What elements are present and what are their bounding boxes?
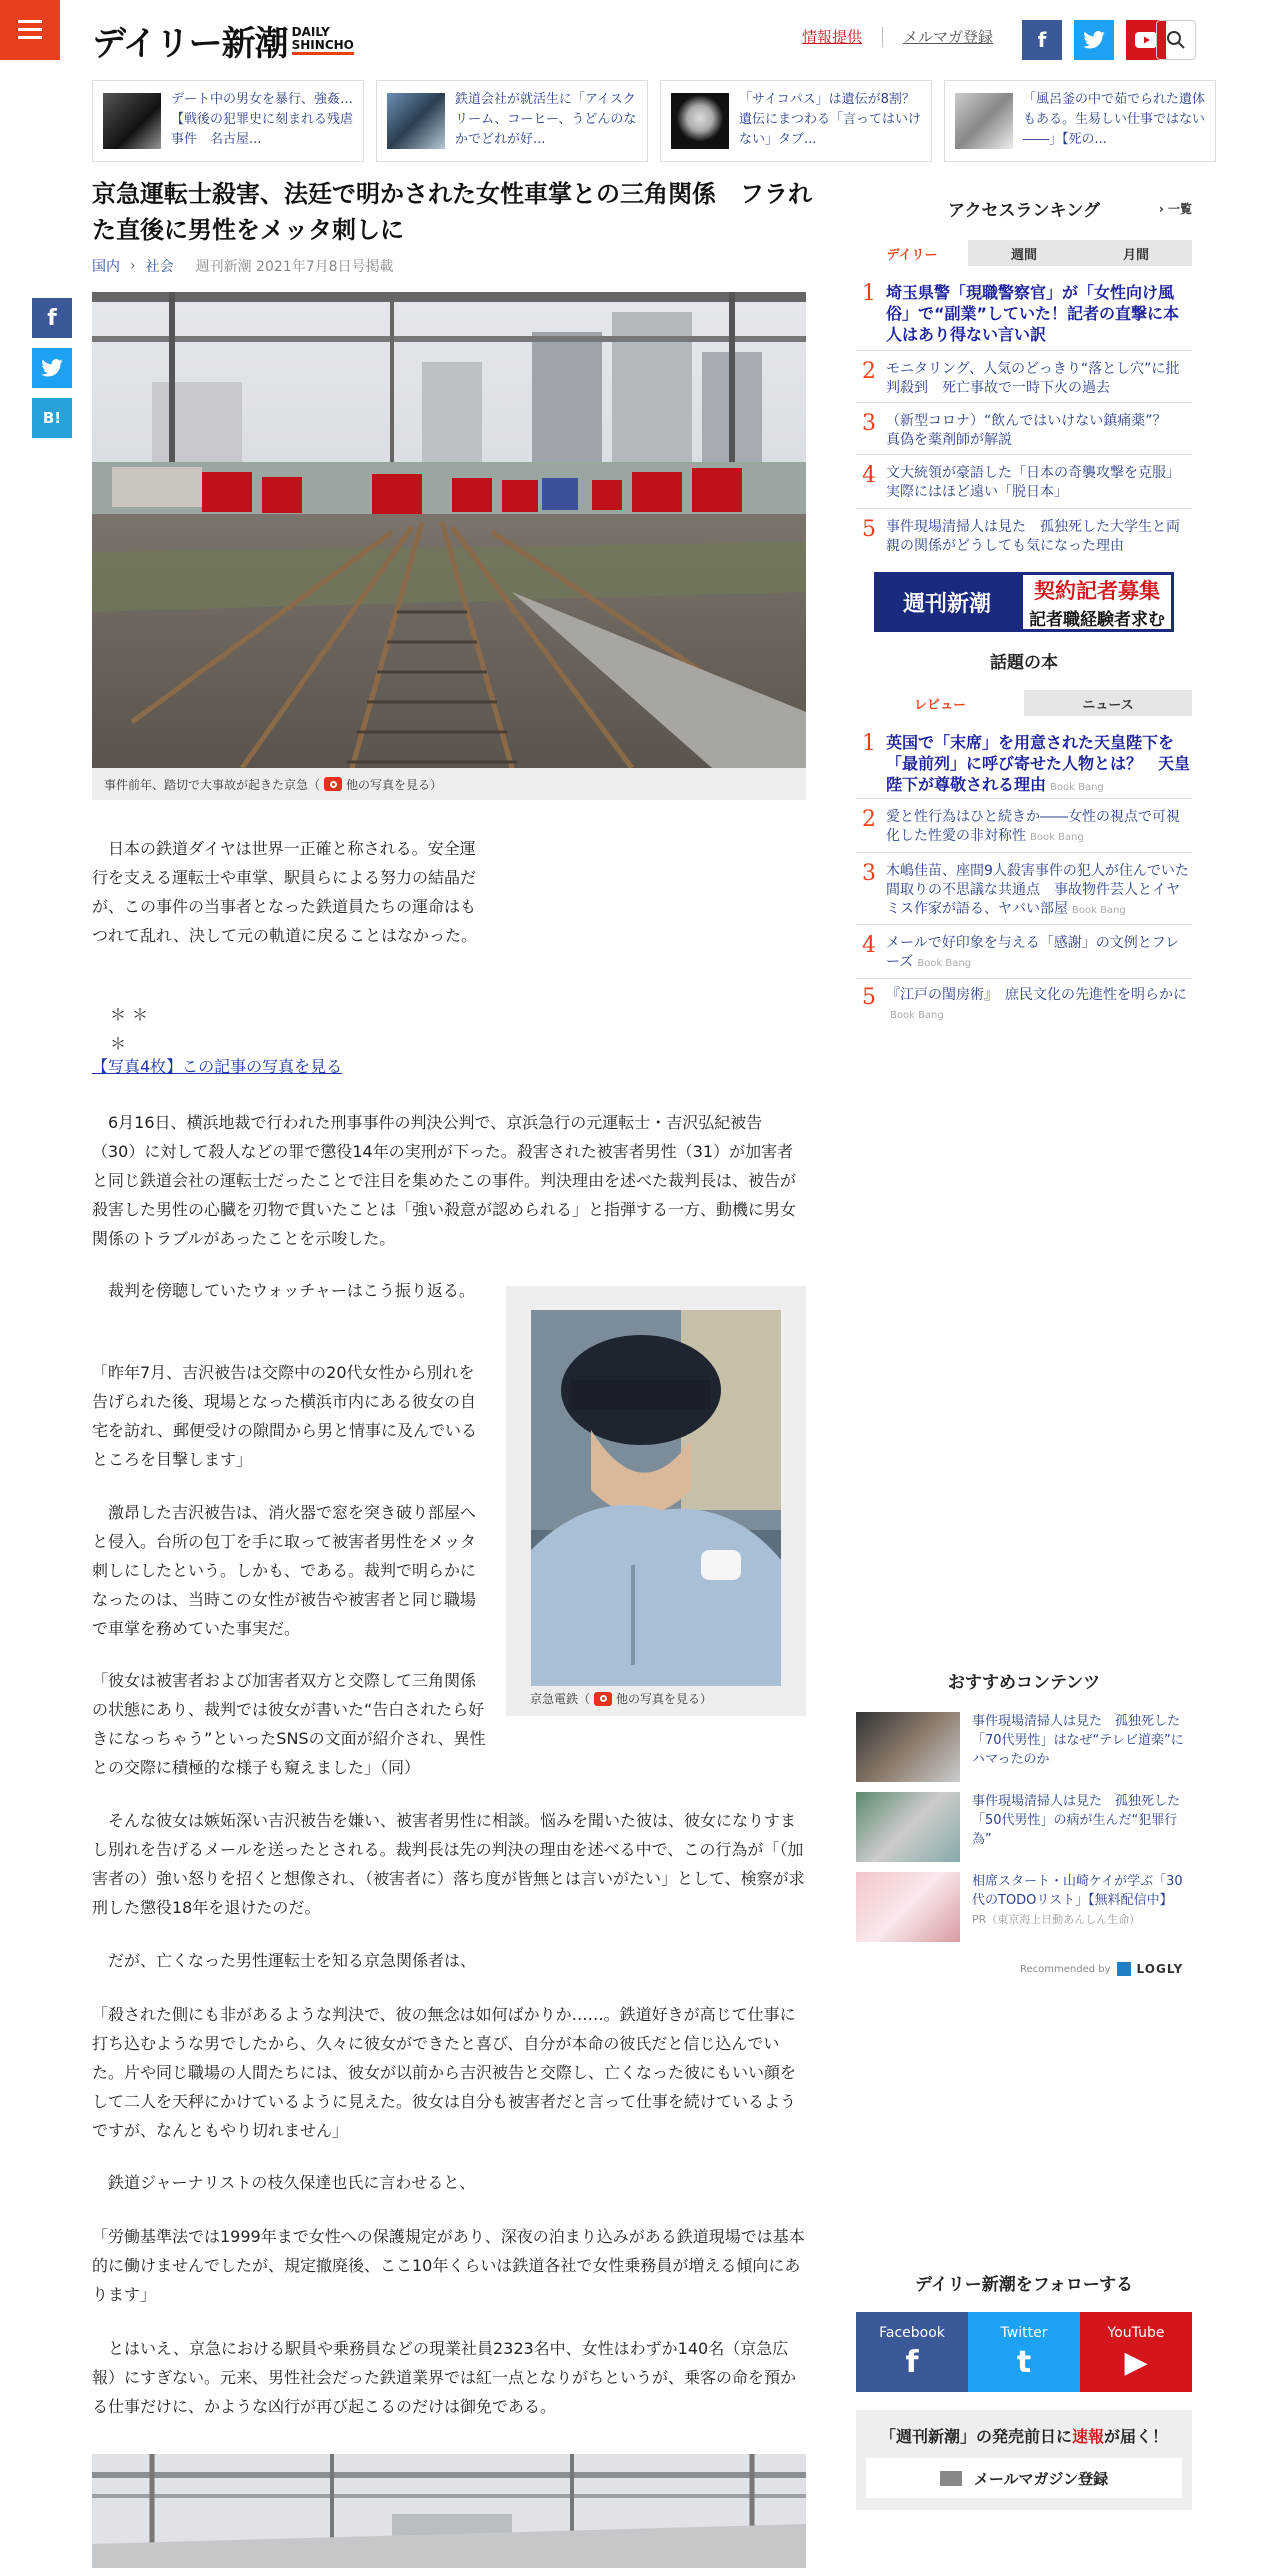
banner-headline: 契約記者募集 <box>1034 577 1160 603</box>
newsletter-box <box>856 2410 1192 2510</box>
divider <box>856 924 1192 925</box>
paragraph: 「労働基準法では1999年まで女性への保護規定があり、深夜の泊まり込みがある鉄道現場では基本的に働けませんでしたが、規定撤廃後、ここ10年くらいは鉄道各社で女性乗務員が増える傾向にあります」 <box>92 2227 805 2304</box>
book-title: 英国で「末席」を用意された天皇陛下を「最前列」に呼び寄せた人物とは？ 天皇陛下が尊敬される理由 <box>886 733 1191 794</box>
book-source: Book Bang <box>1050 782 1104 793</box>
image-caption: 京急電鉄（ 他の写真を見る） <box>530 1692 713 1706</box>
books-tabs <box>856 690 1192 716</box>
rank-title: （新型コロナ）“飲んではいけない鎮痛薬”？ 真偽を薬剤師が解説 <box>886 413 1181 448</box>
related-article[interactable] <box>92 80 364 162</box>
rank-number: 4 <box>862 463 876 488</box>
paragraph: 「彼女は被害者および加害者双方と交際して三角関係の状態にあり、裁判では彼女が書いた“告白されたら好きになっちゃう”といったSNSの文面が紹介され、異性との交際に積極的な様子も窺えました」（同） <box>92 1671 486 1777</box>
banner-subline: 記者職経験者求む <box>1029 609 1165 630</box>
related-thumbnail <box>955 93 1013 149</box>
book-item[interactable] <box>856 808 1192 847</box>
tab-daily[interactable]: デイリー <box>856 240 968 266</box>
ranking-item[interactable] <box>856 464 1192 502</box>
book-source: Book Bang <box>1030 832 1084 843</box>
section-title: 話題の本 <box>990 653 1058 673</box>
tab-news[interactable]: ニュース <box>1024 690 1192 716</box>
newsletter-link[interactable]: メルマガ登録 <box>903 28 994 46</box>
banner-brand: 週刊新潮 <box>902 590 991 617</box>
paragraph: だが、亡くなった男性運転士を知る京急関係者は、 <box>92 1951 477 1970</box>
site-logo[interactable] <box>92 16 354 64</box>
related-thumbnail <box>671 93 729 149</box>
rec-thumbnail <box>856 1792 960 1862</box>
recommended-item[interactable] <box>856 1712 1192 1782</box>
divider <box>856 978 1192 979</box>
breadcrumb-item[interactable]: 国内 <box>92 259 120 275</box>
rec-title: 事件現場清掃人は見た 孤独死した「50代男性」の病が生んだ“犯罪行為” <box>972 1794 1181 1847</box>
hatena-share-icon[interactable]: B! <box>32 398 72 438</box>
follow-facebook-button[interactable]: Facebook f <box>856 2312 968 2392</box>
chevron-right-icon: › <box>130 258 136 274</box>
related-article[interactable] <box>376 80 648 162</box>
ranking-item[interactable] <box>856 518 1192 556</box>
tab-weekly[interactable]: 週間 <box>968 240 1080 266</box>
newsletter-headline: 「週刊新潮」の発売前日に速報が届く！ <box>879 2427 1169 2446</box>
facebook-share-icon[interactable]: f <box>32 298 72 338</box>
rec-thumbnail <box>856 1872 960 1942</box>
twitter-share-icon[interactable] <box>32 348 72 388</box>
page-title: 京急運転士殺害、法廷で明かされた女性車掌との三角関係 フラれた直後に男性をメッタ刺しに <box>92 180 812 244</box>
rank-number: 5 <box>862 985 876 1010</box>
separator-stars: ＊＊＊ <box>110 1005 155 1053</box>
book-source: Book Bang <box>890 1010 944 1021</box>
paragraph: 鉄道ジャーナリストの枝久保達也氏に言わせると、 <box>92 2173 476 2192</box>
rec-title: 事件現場清掃人は見た 孤独死した「70代男性」はなぜ“テレビ道楽”にハマったのか <box>972 1714 1184 1767</box>
rec-thumbnail <box>856 1712 960 1782</box>
divider <box>856 350 1192 351</box>
ranking-header <box>856 196 1192 226</box>
camera-icon <box>594 1692 612 1706</box>
rank-number: 4 <box>862 933 876 958</box>
inset-figure <box>506 1286 806 1716</box>
ranking-item[interactable] <box>856 412 1192 450</box>
section-title: おすすめコンテンツ <box>947 1673 1101 1693</box>
camera-icon <box>324 777 342 791</box>
section-title: アクセスランキング <box>948 201 1100 221</box>
paragraph: 「昨年7月、吉沢被告は交際中の20代女性から別れを告げられた後、現場となった横浜市内にある彼女の自宅を訪れ、郵便受けの隙間から男と情事に及んでいるところを目撃します」 <box>92 1363 477 1469</box>
logly-icon <box>1117 1962 1131 1976</box>
divider <box>856 402 1192 403</box>
rank-title: 埼玉県警「現職警察官」が「女性向け風俗」で“副業”していた！記者の直撃に本人はあり得ない言い訳 <box>886 283 1180 344</box>
paragraph: とはいえ、京急における駅員や乗務員などの現業社員2323名中、女性はわずか140名（京急広報）にすぎない。元来、男性社会だった鉄道業界では紅一点となりがちというが、乗客の命を預かる仕事だけに、かような凶行が再び起こるのだけは御免である。 <box>92 2339 797 2416</box>
paragraph: 日本の鉄道ダイヤは世界一正確と称される。安全運行を支える運転士や車掌、駅員らによる努力の結晶だが、この事件の当事者となった鉄道員たちの運命はもつれて乱れ、決して元の軌道に戻ることはなかった。 <box>92 839 477 945</box>
recommended-item[interactable] <box>856 1872 1192 1942</box>
related-thumbnail <box>387 93 445 149</box>
ranking-item[interactable] <box>856 282 1192 345</box>
tab-monthly[interactable]: 月間 <box>1080 240 1192 266</box>
divider <box>856 798 1192 799</box>
rec-title: 相席スタート・山崎ケイが学ぶ「30代のTODOリスト」【無料配信中】 <box>972 1874 1183 1908</box>
tab-review[interactable]: レビュー <box>856 690 1024 716</box>
rank-title: モニタリング、人気のどっきり“落とし穴”に批判殺到 死亡事故で一時下火の過去 <box>886 361 1180 396</box>
rank-number: 3 <box>862 861 876 886</box>
article-image[interactable] <box>92 2454 806 2568</box>
divider <box>856 508 1192 509</box>
pr-label: PR（東京海上日動あんしん生命） <box>972 1913 1141 1926</box>
paragraph: 裁判を傍聴していたウォッチャーはこう振り返る。 <box>92 1281 475 1300</box>
paragraph: 6月16日、横浜地裁で行われた刑事事件の判決公判で、京浜急行の元運転士・吉沢弘紀被告（30）に対して殺人などの罪で懲役14年の実刑が下った。殺害された被害者男性（31）が加害者と同じ鉄道会社の運転士だったことで注目を集めたこの事件。判決理由を述べた裁判長は、被告が殺害した男性の心臓を刃物で貫いたことは「強い殺意が認められる」と指弾する一方、動機に男女関係のトラブルがあったことを示唆した。 <box>92 1113 797 1248</box>
logo-text-jp: デイリー新潮 <box>92 23 288 64</box>
rank-number: 2 <box>862 359 876 384</box>
rank-number: 2 <box>862 807 876 832</box>
menu-icon[interactable] <box>0 0 60 60</box>
paragraph: 「殺された側にも非があるような判決で、彼の無念は如何ばかりか……。鉄道好きが高じて仕事に打ち込むような男でしたから、久々に彼女ができたと喜び、自分が本命の彼氏だと信じ込んでいた。片や同じ職場の人間たちには、彼女が以前から吉沢被告と交際し、亡くなった彼にもいい顔をして二人を天秤にかけているように見えた。彼女は自分も被害者だと言って仕事を続けているようですが、なんともやり切れません」 <box>92 2005 797 2140</box>
ranking-item[interactable] <box>856 360 1192 398</box>
book-title: 愛と性行為はひと続きか――女性の視点で可視化した性愛の非対称性 <box>886 809 1180 844</box>
follow-youtube-button[interactable]: YouTube ▶ <box>1080 2312 1192 2392</box>
book-title: メールで好印象を与える「感謝」の文例とフレーズ <box>886 935 1180 970</box>
rank-title: 文大統領が豪語した「日本の奇襲攻撃を克服」実際にはほど遠い「脱日本」 <box>886 465 1180 500</box>
paragraph: そんな彼女は嫉妬深い吉沢被告を嫌い、被害者男性に相談。悩みを聞いた彼は、彼女になりすまし別れを告げるメールを送ったとされる。裁判長は先の判決の理由を述べる中で、この行為が「（加害者の）強い怒りを招くと想像され、（被害者に）落ち度が皆無とは言いがたい」として、検察が求刑した懲役18年を退けたのだ。 <box>92 1811 805 1917</box>
tip-link[interactable]: 情報提供 <box>802 28 863 46</box>
facebook-icon[interactable]: f <box>1022 20 1062 60</box>
book-source: Book Bang <box>1072 905 1126 916</box>
book-title: 木嶋佳苗、座間9人殺害事件の犯人が住んでいた間取りの不思議な共通点 事故物件芸人とイヤミス作家が語る、ヤバい部屋 <box>886 863 1189 917</box>
divider <box>882 27 883 47</box>
related-article[interactable] <box>660 80 932 162</box>
related-title: デート中の男女を暴行、強姦…【戦後の犯罪史に刻まれる残虐事件 名古屋... <box>171 92 354 147</box>
book-item[interactable] <box>856 732 1192 798</box>
mail-icon <box>940 2471 962 2486</box>
search-icon[interactable] <box>1156 20 1196 60</box>
youtube-icon: ▶ <box>1124 2344 1148 2380</box>
breadcrumb-item[interactable]: 社会 <box>145 259 174 275</box>
inset-image[interactable] <box>531 1310 781 1686</box>
breadcrumb <box>92 256 394 276</box>
rank-title: 事件現場清掃人は見た 孤独死した大学生と両親の関係がどうしても気になった理由 <box>886 519 1180 554</box>
rank-number: 3 <box>862 411 876 436</box>
book-source: Book Bang <box>917 958 972 969</box>
recommended-item[interactable] <box>856 1792 1192 1862</box>
logly-logo: LOGLY <box>1136 1962 1184 1976</box>
related-title: 「風呂釜の中で茹でられた遺体もある。生易しい仕事ではない――」【死の... <box>1023 92 1206 147</box>
ranking-tabs <box>856 240 1192 266</box>
hero-image[interactable] <box>92 292 806 768</box>
book-item[interactable] <box>856 934 1192 973</box>
more-photos-link[interactable]: 他の写真を見る） <box>616 1692 713 1706</box>
facebook-icon: f <box>905 2344 919 2380</box>
book-item[interactable] <box>856 862 1192 920</box>
article-source: 週刊新潮 2021年7月8日号掲載 <box>195 259 394 275</box>
rank-number: 5 <box>862 517 876 542</box>
related-thumbnail <box>103 93 161 149</box>
rank-number: 1 <box>862 731 876 756</box>
ranking-all-link[interactable]: › 一覧 <box>1158 202 1192 216</box>
rank-number: 1 <box>862 281 876 306</box>
book-item[interactable] <box>856 986 1192 1025</box>
recruit-banner[interactable] <box>874 572 1174 632</box>
paragraph: 激昂した吉沢被告は、消火器で窓を突き破り部屋へと侵入。台所の包丁を手に取って被害者男性をメッタ刺しにしたという。しかも、である。裁判で明らかになったのは、当時この女性が被告や被害者と同じ職場で車掌を務めていた事実だ。 <box>92 1503 477 1638</box>
recommended-by[interactable]: Recommended by LOGLY <box>1020 1962 1184 1976</box>
follow-buttons <box>856 2312 1192 2392</box>
twitter-icon: t <box>1016 2344 1032 2380</box>
photos-link[interactable]: 【写真4枚】この記事の写真を見る <box>92 1057 343 1076</box>
related-article[interactable] <box>944 80 1216 162</box>
follow-twitter-button[interactable]: Twitter t <box>968 2312 1080 2392</box>
newsletter-button[interactable]: メールマガジン登録 <box>866 2458 1182 2498</box>
divider <box>856 852 1192 853</box>
related-title: 鉄道会社が就活生に「アイスクリーム、コーヒー、うどんのなかでどれが好... <box>455 92 637 147</box>
logo-text-en: DAILY SHINCHO <box>292 26 354 55</box>
more-photos-link[interactable]: 他の写真を見る） <box>346 777 443 792</box>
section-title: デイリー新潮をフォローする <box>914 2275 1134 2295</box>
divider <box>856 454 1192 455</box>
twitter-icon[interactable] <box>1074 20 1114 60</box>
related-title: 「サイコパス」は遺伝が8割？ 遺伝にまつわる「言ってはいけない」タブ... <box>739 92 928 147</box>
book-title: 『江戸の閨房術』 庶民文化の先進性を明らかに <box>886 987 1187 1003</box>
image-caption: 事件前年、踏切で大事故が起きた京急（ 他の写真を見る） <box>92 768 806 800</box>
